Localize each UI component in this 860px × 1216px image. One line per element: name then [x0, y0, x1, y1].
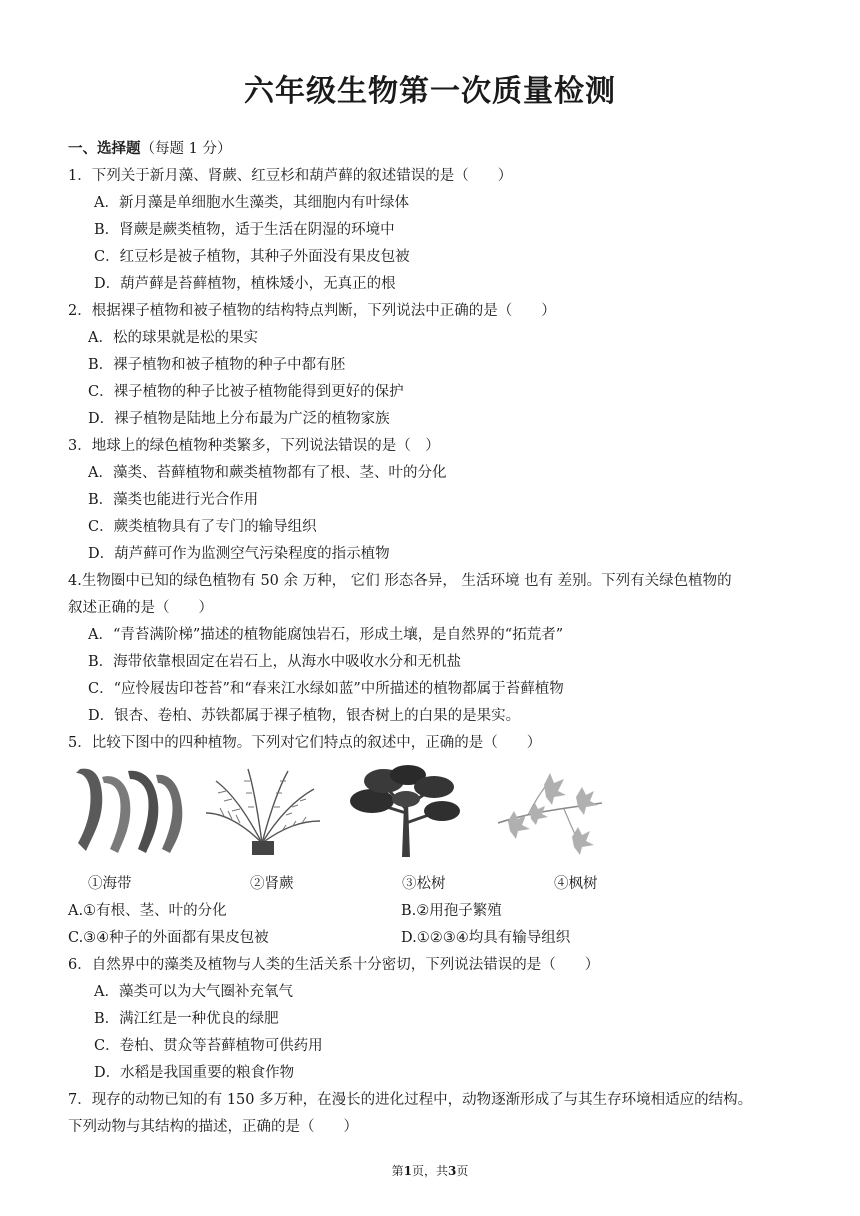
section-note: （每题 1 分）: [140, 141, 232, 157]
question-5-option-a: A.①有根、茎、叶的分化: [68, 903, 227, 919]
footer-middle: 页，共: [411, 1164, 448, 1178]
question-4-option-a: A．“青苔满阶梯”描述的植物能腐蚀岩石，形成土壤，是自然界的“拓荒者”: [88, 627, 564, 643]
question-5-option-c: C.③④种子的外面都有果皮包被: [68, 930, 269, 946]
maple-tree-image: [488, 763, 608, 859]
question-6-option-c: C．卷柏、贯众等苔藓植物可供药用: [94, 1038, 323, 1054]
section-label: 一、选择题: [68, 141, 141, 157]
question-6-option-b: B．满江红是一种优良的绿肥: [94, 1011, 279, 1027]
question-3-stem: 3．地球上的绿色植物种类繁多，下列说法错误的是（ ）: [68, 438, 440, 454]
question-5-option-d: D.①②③④均具有输导组织: [401, 930, 571, 946]
footer-page-number: 1: [403, 1164, 412, 1178]
question-4-option-c: C．“应怜屐齿印苍苔”和“春来江水绿如蓝”中所描述的植物都属于苔藓植物: [88, 681, 564, 697]
footer-suffix: 页: [456, 1164, 469, 1178]
question-2-option-c: C．裸子植物的种子比被子植物能得到更好的保护: [88, 384, 404, 400]
question-7-stem-line1: 7．现存的动物已知的有 150 多万种，在漫长的进化过程中，动物逐渐形成了与其生存环境相适应的结构。: [68, 1092, 753, 1108]
question-1-option-a: A．新月藻是单细胞水生藻类，其细胞内有叶绿体: [94, 195, 409, 211]
page-title: 六年级生物第一次质量检测: [244, 74, 616, 109]
caption-maple: ④枫树: [554, 876, 598, 892]
question-2-option-b: B．裸子植物和被子植物的种子中都有胚: [88, 357, 346, 373]
question-6-option-d: D．水稻是我国重要的粮食作物: [94, 1065, 295, 1081]
question-1-option-c: C．红豆杉是被子植物，其种子外面没有果皮包被: [94, 249, 410, 265]
question-2-option-a: A．松的球果就是松的果实: [88, 330, 258, 346]
question-3-option-b: B．藻类也能进行光合作用: [88, 492, 259, 508]
question-7-stem-line2: 下列动物与其结构的描述，正确的是（ ）: [68, 1119, 358, 1135]
question-3-option-a: A．藻类、苔藓植物和蕨类植物都有了根、茎、叶的分化: [88, 465, 447, 481]
caption-fern: ②肾蕨: [250, 876, 294, 892]
caption-kelp: ①海带: [88, 876, 132, 892]
question-1-option-b: B．肾蕨是蕨类植物，适于生活在阴湿的环境中: [94, 222, 395, 238]
question-4-stem-line2: 叙述正确的是（ ）: [68, 600, 213, 616]
question-6-stem: 6．自然界中的藻类及植物与人类的生活关系十分密切，下列说法错误的是（ ）: [68, 957, 600, 973]
pine-tree-image: [344, 763, 464, 859]
plant-captions: [68, 871, 828, 898]
question-2-option-d: D．裸子植物是陆地上分布最为广泛的植物家族: [88, 411, 390, 427]
kelp-image: [72, 763, 192, 859]
question-3-option-c: C．蕨类植物具有了专门的输导组织: [88, 519, 317, 535]
question-1-stem: 1．下列关于新月藻、肾蕨、红豆杉和葫芦藓的叙述错误的是（ ）: [68, 168, 513, 184]
question-1-option-d: D．葫芦藓是苔藓植物，植株矮小，无真正的根: [94, 276, 396, 292]
fern-image: [202, 763, 322, 859]
section-heading: [68, 136, 828, 163]
question-5-options-row-2: [68, 925, 828, 952]
question-4-option-d: D．银杏、卷柏、苏铁都属于裸子植物，银杏树上的白果的是果实。: [88, 708, 521, 724]
footer-prefix: 第: [391, 1164, 404, 1178]
question-5-option-b: B.②用孢子繁殖: [401, 903, 502, 919]
question-4-option-b: B．海带依靠根固定在岩石上，从海水中吸收水分和无机盐: [88, 654, 462, 670]
question-4-stem-line1: 4.生物圈中已知的绿色植物有 50 余 万种， 它们 形态各异， 生活环境 也有 差别。下列有关绿色植物的: [68, 573, 732, 589]
question-5-options-row-1: [68, 898, 828, 925]
question-6-option-a: A．藻类可以为大气圈补充氧气: [94, 984, 293, 1000]
question-2-stem: 2．根据裸子植物和被子植物的结构特点判断，下列说法中正确的是（ ）: [68, 303, 556, 319]
question-3-option-d: D．葫芦藓可作为监测空气污染程度的指示植物: [88, 546, 390, 562]
question-5-stem: 5．比较下图中的四种植物。下列对它们特点的叙述中，正确的是（ ）: [68, 735, 542, 751]
page-footer: [0, 1162, 860, 1179]
caption-pine: ③松树: [402, 876, 446, 892]
footer-total-pages: 3: [448, 1164, 457, 1178]
exam-content: [68, 136, 828, 1141]
plant-figure: [68, 763, 808, 871]
